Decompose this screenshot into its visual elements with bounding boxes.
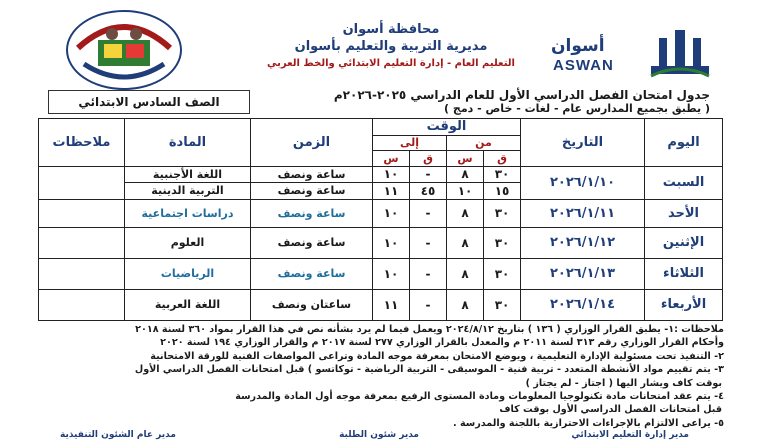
directorate-title: مديرية التربية والتعليم بأسوان (294, 39, 488, 54)
row-date: ٢٠٢٦/١/١٠ (521, 166, 645, 199)
col-to-hours: س (373, 151, 410, 167)
to-minutes: ٤٥ (410, 183, 447, 200)
col-day: اليوم (645, 119, 723, 167)
grade-label: الصف السادس الابتدائي (48, 90, 250, 114)
subject: العلوم (125, 227, 251, 258)
notes-cell (39, 166, 125, 199)
to-hours: ١٠ (373, 199, 410, 227)
signature-executive-director: مدير عام الشئون التنفيذية (60, 430, 176, 440)
to-hours: ١٠ (373, 258, 410, 289)
aswan-logo-arabic: أسوان (551, 36, 605, 56)
from-minutes: ٣٠ (484, 227, 521, 258)
to-minutes: - (410, 258, 447, 289)
row-day: الأحد (645, 199, 723, 227)
exam-title-scope: ( يطبق بجميع المدارس عام - لغات - خاص - دمج ) (444, 102, 710, 115)
to-hours: ١٠ (373, 227, 410, 258)
primary-education-emblem-icon (66, 10, 182, 90)
from-hours: ٨ (447, 258, 484, 289)
note-line: قبل امتحانات الفصل الدراسي الأول بوقت كاف (499, 404, 722, 416)
notes-cell (39, 258, 125, 289)
col-time: الوقت (373, 119, 521, 136)
col-notes: ملاحظات (39, 119, 125, 167)
to-minutes: - (410, 289, 447, 320)
to-hours: ١٠ (373, 166, 410, 183)
page-header (0, 0, 779, 84)
col-to-minutes: ق (410, 151, 447, 167)
notes-cell (39, 199, 125, 227)
duration: ساعة ونصف (251, 258, 373, 289)
subject: اللغة الأجنبية (125, 166, 251, 183)
exam-title-main: جدول امتحان الفصل الدراسي الأول للعام الدراسي ٢٠٢٥-٢٠٢٦م (333, 88, 710, 102)
subject: اللغة العربية (125, 289, 251, 320)
row-day: الإثنين (645, 227, 723, 258)
duration: ساعة ونصف (251, 227, 373, 258)
col-to: إلى (373, 135, 447, 151)
col-from-hours: س (447, 151, 484, 167)
subject: التربية الدينية (125, 183, 251, 200)
from-minutes: ٣٠ (484, 166, 521, 183)
from-minutes: ٣٠ (484, 258, 521, 289)
col-from: من (447, 135, 521, 151)
row-date: ٢٠٢٦/١/١٢ (521, 227, 645, 258)
row-date: ٢٠٢٦/١/١١ (521, 199, 645, 227)
to-minutes: - (410, 199, 447, 227)
aswan-monument-icon (645, 26, 715, 80)
row-date: ٢٠٢٦/١/١٤ (521, 289, 645, 320)
header-titles (236, 22, 546, 84)
note-line: ٥- يراعى الالتزام بالإجراءات الاحترازية باللجنة والمدرسة . (452, 417, 724, 429)
col-date: التاريخ (521, 119, 645, 167)
notes-section (40, 323, 724, 439)
note-line: ٢- التنفيذ تحت مسئولية الإدارة التعليمية ، ويوضع الامتحان بمعرفة موجه المادة وتراعى المواصفات الفنية للورقة الامتحانية (150, 350, 724, 362)
note-line: ٣- يتم تقييم مواد الأنشطة المتعدد - تربية فنية - الموسيقى - التربية الرياضية - توكاتسو ) قبل امتحانات الفصل الدراسي الأول (134, 364, 724, 376)
to-minutes: - (410, 166, 447, 183)
from-hours: ٨ (447, 166, 484, 183)
from-minutes: ٣٠ (484, 199, 521, 227)
table-header-row (39, 119, 723, 136)
note-line: وأحكام القرار الوزاري رقم ٣١٣ لسنة ٢٠١١ م والمعدل بالقرار الوزاري ٢٧٧ لسنة ٢٠١٧ م والقرار الوزاري ١٩٤ لسنة ٢٠٢٠ (160, 337, 724, 349)
col-subject: المادة (125, 119, 251, 167)
note-line: ملاحظات :١- يطبق القرار الوزاري ( ١٣٦ ) بتاريخ ٢٠٢٤/٨/١٢ ويعمل فيما لم يرد بشأنه نص في هذا القرار بمواد ٣٦٠ لسنة ٢٠١٨ (135, 324, 724, 335)
note-line: بوقت كاف ويشار اليها ( اجتاز - لم يجتاز ) (525, 377, 722, 389)
note-line: ٤- يتم عقد امتحانات مادة تكنولوجيا المعلومات ومادة المستوى الرفيع بمعرفة موجه أول المادة والمدرسة (235, 391, 724, 403)
exam-schedule-table (38, 118, 723, 321)
table-row (39, 166, 723, 183)
table-row (39, 289, 723, 320)
from-minutes: ١٥ (484, 183, 521, 200)
row-day: الأربعاء (645, 289, 723, 320)
table-row (39, 199, 723, 227)
duration: ساعة ونصف (251, 166, 373, 183)
exam-title (270, 88, 710, 116)
row-date: ٢٠٢٦/١/١٣ (521, 258, 645, 289)
subject: الرياضيات (125, 258, 251, 289)
notes-cell (39, 227, 125, 258)
from-hours: ٨ (447, 289, 484, 320)
from-hours: ٨ (447, 227, 484, 258)
department-title: التعليم العام - إدارة التعليم الابتدائي والخط العربي (267, 58, 515, 69)
to-hours: ١١ (373, 289, 410, 320)
exam-title-row (48, 88, 710, 118)
aswan-logo (551, 26, 715, 80)
signature-primary-director: مدير إدارة التعليم الابتدائي (571, 430, 689, 440)
duration: ساعتان ونصف (251, 289, 373, 320)
table-row (39, 258, 723, 289)
to-hours: ١١ (373, 183, 410, 200)
aswan-logo-english: ASWAN (553, 57, 614, 74)
duration: ساعة ونصف (251, 199, 373, 227)
duration: ساعة ونصف (251, 183, 373, 200)
col-from-minutes: ق (484, 151, 521, 167)
subject: دراسات اجتماعية (125, 199, 251, 227)
to-minutes: - (410, 227, 447, 258)
signature-student-affairs: مدير شئون الطلبة (339, 430, 419, 440)
row-day: الثلاثاء (645, 258, 723, 289)
from-hours: ١٠ (447, 183, 484, 200)
notes-cell (39, 289, 125, 320)
from-hours: ٨ (447, 199, 484, 227)
row-day: السبت (645, 166, 723, 199)
table-row (39, 227, 723, 258)
governorate-title: محافظة أسوان (342, 22, 440, 37)
from-minutes: ٣٠ (484, 289, 521, 320)
col-duration: الزمن (251, 119, 373, 167)
